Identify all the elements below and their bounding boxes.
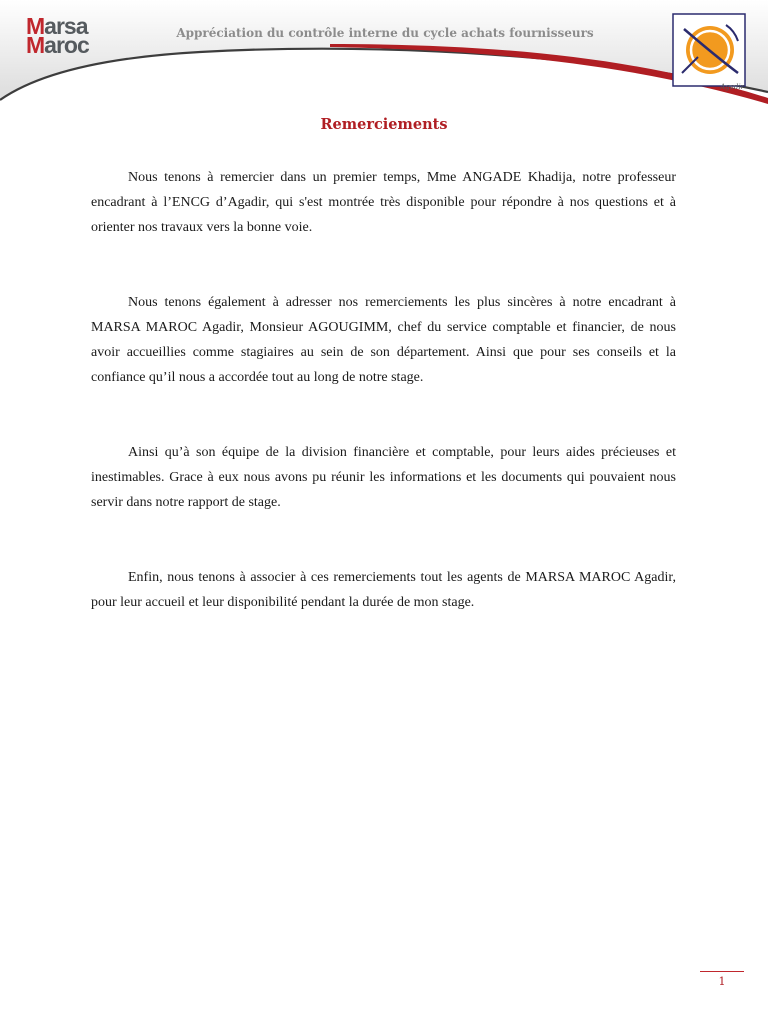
encg-logo-caption: Agadir [720,83,744,91]
paragraph-4: Enfin, nous tenons à associer à ces remerciements tout les agents de MARSA MAROC Agadir, pour leur accueil et leur disponibilité pendant la durée de mon stage. [91,570,676,610]
footer-divider [700,971,744,972]
page-number: 1 [718,975,726,988]
logo-word-marsa: Marsa [26,13,88,39]
paragraph-1: Nous tenons à remercier dans un premier temps, Mme ANGADE Khadija, notre professeur encadrant à l’ENCG d’Agadir, qui s'est montrée très disponible pour répondre à nos questions et à orienter nos travaux vers la bonne voie. [91,170,676,235]
encg-agadir-logo [672,13,746,91]
document-heading: Remerciements [320,116,448,133]
page-header [0,0,768,110]
header-title: Appréciation du contrôle interne du cycle achats fournisseurs [176,26,594,40]
document-body [91,165,676,615]
logo-word-maroc: Maroc [26,32,89,58]
marsa-maroc-logo [26,13,126,58]
paragraph-2: Nous tenons également à adresser nos remerciements les plus sincères à notre encadrant à MARSA MAROC Agadir, Monsieur AGOUGIMM, chef du service comptable et financier, de nous avoir accueillies comme stagiaires au sein de son département. Ainsi que pour ses conseils et la confiance qu’il nous a accordée tout au long de notre stage. [91,295,676,385]
paragraph-3: Ainsi qu’à son équipe de la division financière et comptable, pour leurs aides précieuses et inestimables. Grace à eux nous avons pu réunir les informations et les documents qui pouvaient nous servir dans notre rapport de stage. [91,445,676,510]
encg-emblem-icon [672,13,746,87]
